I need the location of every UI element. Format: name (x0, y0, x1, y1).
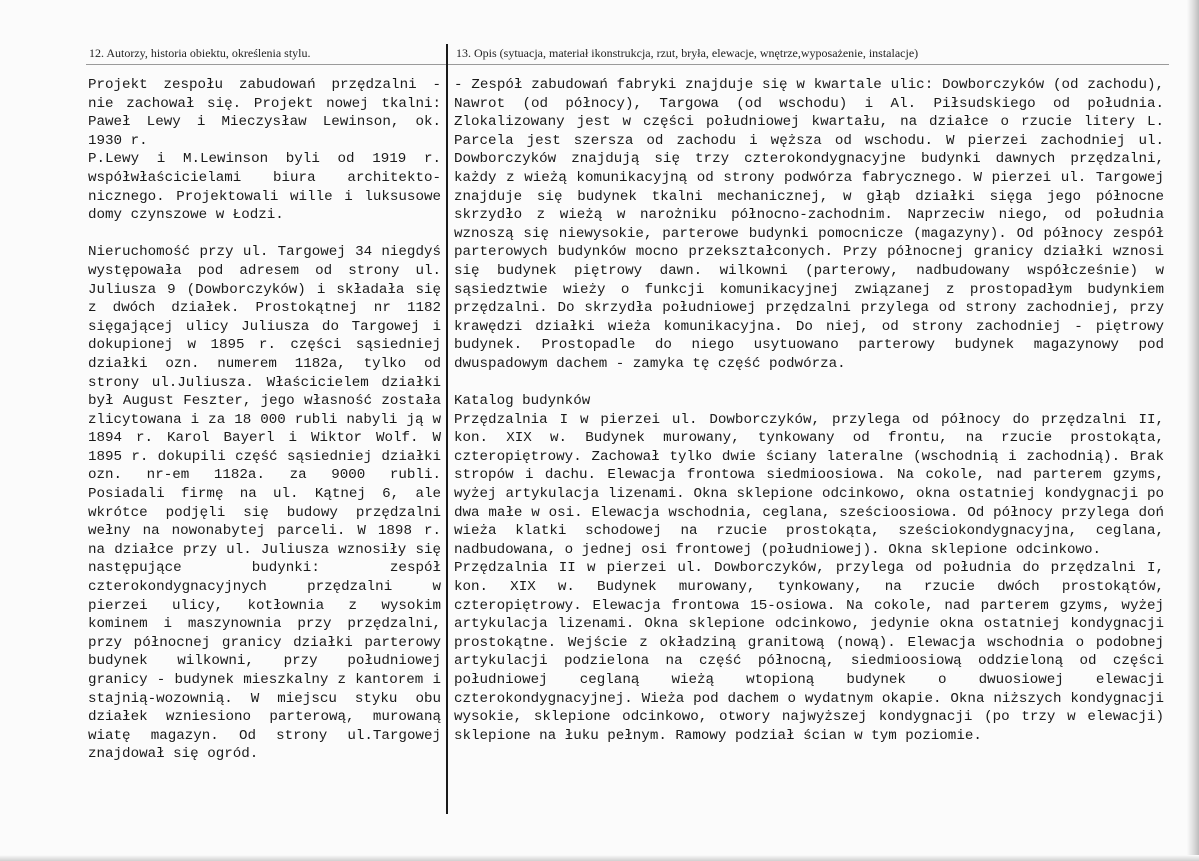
description-column (454, 76, 1164, 745)
section-12-heading: 12. Autorzy, historia obiektu, określenia stylu. (89, 46, 311, 60)
header-divider (86, 64, 1169, 65)
column-divider (446, 44, 448, 814)
situation-paragraph: - Zespół zabudowań fabryki znajduje się w kwartale ulic: Dowborczyków (od zachodu), Nawrot (od północy), Targowa (od wschodu) i Al. Piłsudskiego od południa. Zlokalizowany jest w części południowej kwartału, na działce o rzucie litery L. Parcela jest szersza od zachodu i węższa od wschodu. W pierzei zachodniej ul. Dowborczyków znajdują się trzy czterokondygnacyjne budynki dawnych przędzalni, każdy z wieżą komunikacyjną od strony podwórza fabrycznego. W pierzei ul. Targowej znajduje się budynek tkalni mechanicznej, w głąb działki sięga jego północne skrzydło z wieżą w narożniku północno-zachodnim. Naprzeciw niego, od południa wznoszą się niewysokie, parterowe budynki pomocnicze (magazyny). Od północy zespół parterowych budynków mocno przekształconych. Przy północnej granicy działki wznosi się budynek piętrowy dawn. wilkowni (parterowy, nadbudowany współcześnie) w sąsiedztwie wieży o funkcji komunikacyjnej związanej z prostopadłym budynkiem przędzalni. Do skrzydła południowej przędzalni przylega od strony zachodniej, przy krawędzi działki wieża komunikacyjna. Do niej, od strony zachodniej - piętrowy budynek. Prostopadle do niego usytuowano parterowy budynek magazynowy pod dwuspadowym dachem - zamyka tę część podwórza. (454, 77, 1164, 372)
scan-edge-right (1187, 0, 1199, 861)
catalog-entry-przedzalnia-2: Przędzalnia II w pierzei ul. Dowborczyków, przylega od południa do przędzalni I, kon. XIX w. Budynek murowany, tynkowany, na rzucie dwóch prostokątów, czteropiętrowy. Elewacja frontowa 15-osiowa. Na cokole, nad parterem gzyms, wyżej artykulacja lizenami. Okna sklepione odcinkowo, jedynie okna ostatniej kondygnacji prostokątne. Wejście z okładziną granitową (nową). Elewacja wschodnia o podobnej artykulacji podzielona na część północną, siedmioosiową oddzieloną od części południowej ceglaną wieżą wtopioną budynek o dwuosiowej elewacji czterokondygnacyjnej. Wieża pod dachem o wydatnym okapie. Okna niższych kondygnacji wysokie, sklepione odcinkowo, otwory najwyższej kondygnacji (po trzy w elewacji) sklepione na łuku pełnym. Ramowy podział ścian w tym poziomie. (454, 560, 1164, 744)
catalog-title: Katalog budynków (454, 393, 591, 410)
property-history-paragraph: Nieruchomość przy ul. Targowej 34 niegdyś występowała pod adresem od strony ul. Juliusza 9 (Dowborczyków) i składała się z dwóch działek. Prostokątnej nr 1182 sięgającej ulicy Juliusza do Targowej i dokupionej w 1895 r. części sąsiedniej działki ozn. numerem 1182a, tylko od strony ul.Juliusza. Właścicielem działki był August Feszter, jego własność została zlicytowana i za 18 000 rubli nabyli ją w 1894 r. Karol Bayerl i Wiktor Wolf. W 1895 r. dokupili część sąsiedniej działki ozn. nr-em 1182a. za 9000 rubli. Posiadali firmę na ul. Kątnej 6, ale wkrótce podjęli się budowy przędzalni wełny na nowonabytej parceli. W 1898 r. na działce przy ul. Juliusza wznosiły się następujące budynki: zespół czterokondygnacyjnych przędzalni w pierzei ulicy, kotłownia z wysokim kominem i maszynownia przy przędzalni, przy północnej granicy działki parterowy budynek wilkowni, przy południowej granicy - budynek mieszkalny z kantorem i stajnią-wozownią. W miejscu styku obu działek wzniesiono parterową, murowaną wiatę magazyn. Od strony ul.Targowej znajdował się ogród. (88, 244, 441, 763)
project-paragraph: Projekt zespołu zabudowań przędzalni - nie zachował się. Projekt nowej tkalni: Paweł Lewy i Mieczysław Lewinson, ok. 1930 r. (88, 77, 441, 149)
architects-paragraph: P.Lewy i M.Lewinson byli od 1919 r. współwłaścicielami biura architekto-nicznego. Projektowali wille i luksusowe domy czynszowe w Łodzi. (88, 151, 441, 224)
section-13-heading: 13. Opis (sytuacja, materiał ikonstrukcja, rzut, bryła, elewacje, wnętrze,wyposażenie, instalacje) (456, 46, 919, 60)
authors-history-column (88, 76, 441, 764)
scan-edge-bottom (0, 855, 1199, 861)
catalog-entry-przedzalnia-1: Przędzalnia I w pierzei ul. Dowborczyków, przylega od północy do przędzalni II, kon. XIX w. Budynek murowany, tynkowany od frontu, na rzucie prostokąta, czteropiętrowy. Zachował tylko dwie ściany lateralne (wschodnią i zachodnią). Brak stropów i dachu. Elewacja frontowa siedmioosiowa. Na cokole, nad parterem gzyms, wyżej artykulacja lizenami. Okna sklepione odcinkowo, okna ostatniej kondygnacji po dwa małe w osi. Elewacja wschodnia, ceglana, sześcioosiowa. Od północy przylega doń wieża klatki schodowej na rzucie prostokąta, sześciokondygnacyjna, ceglana, nadbudowana, o jednej osi frontowej (południowej). Okna sklepione odcinkowo. (454, 411, 1164, 558)
